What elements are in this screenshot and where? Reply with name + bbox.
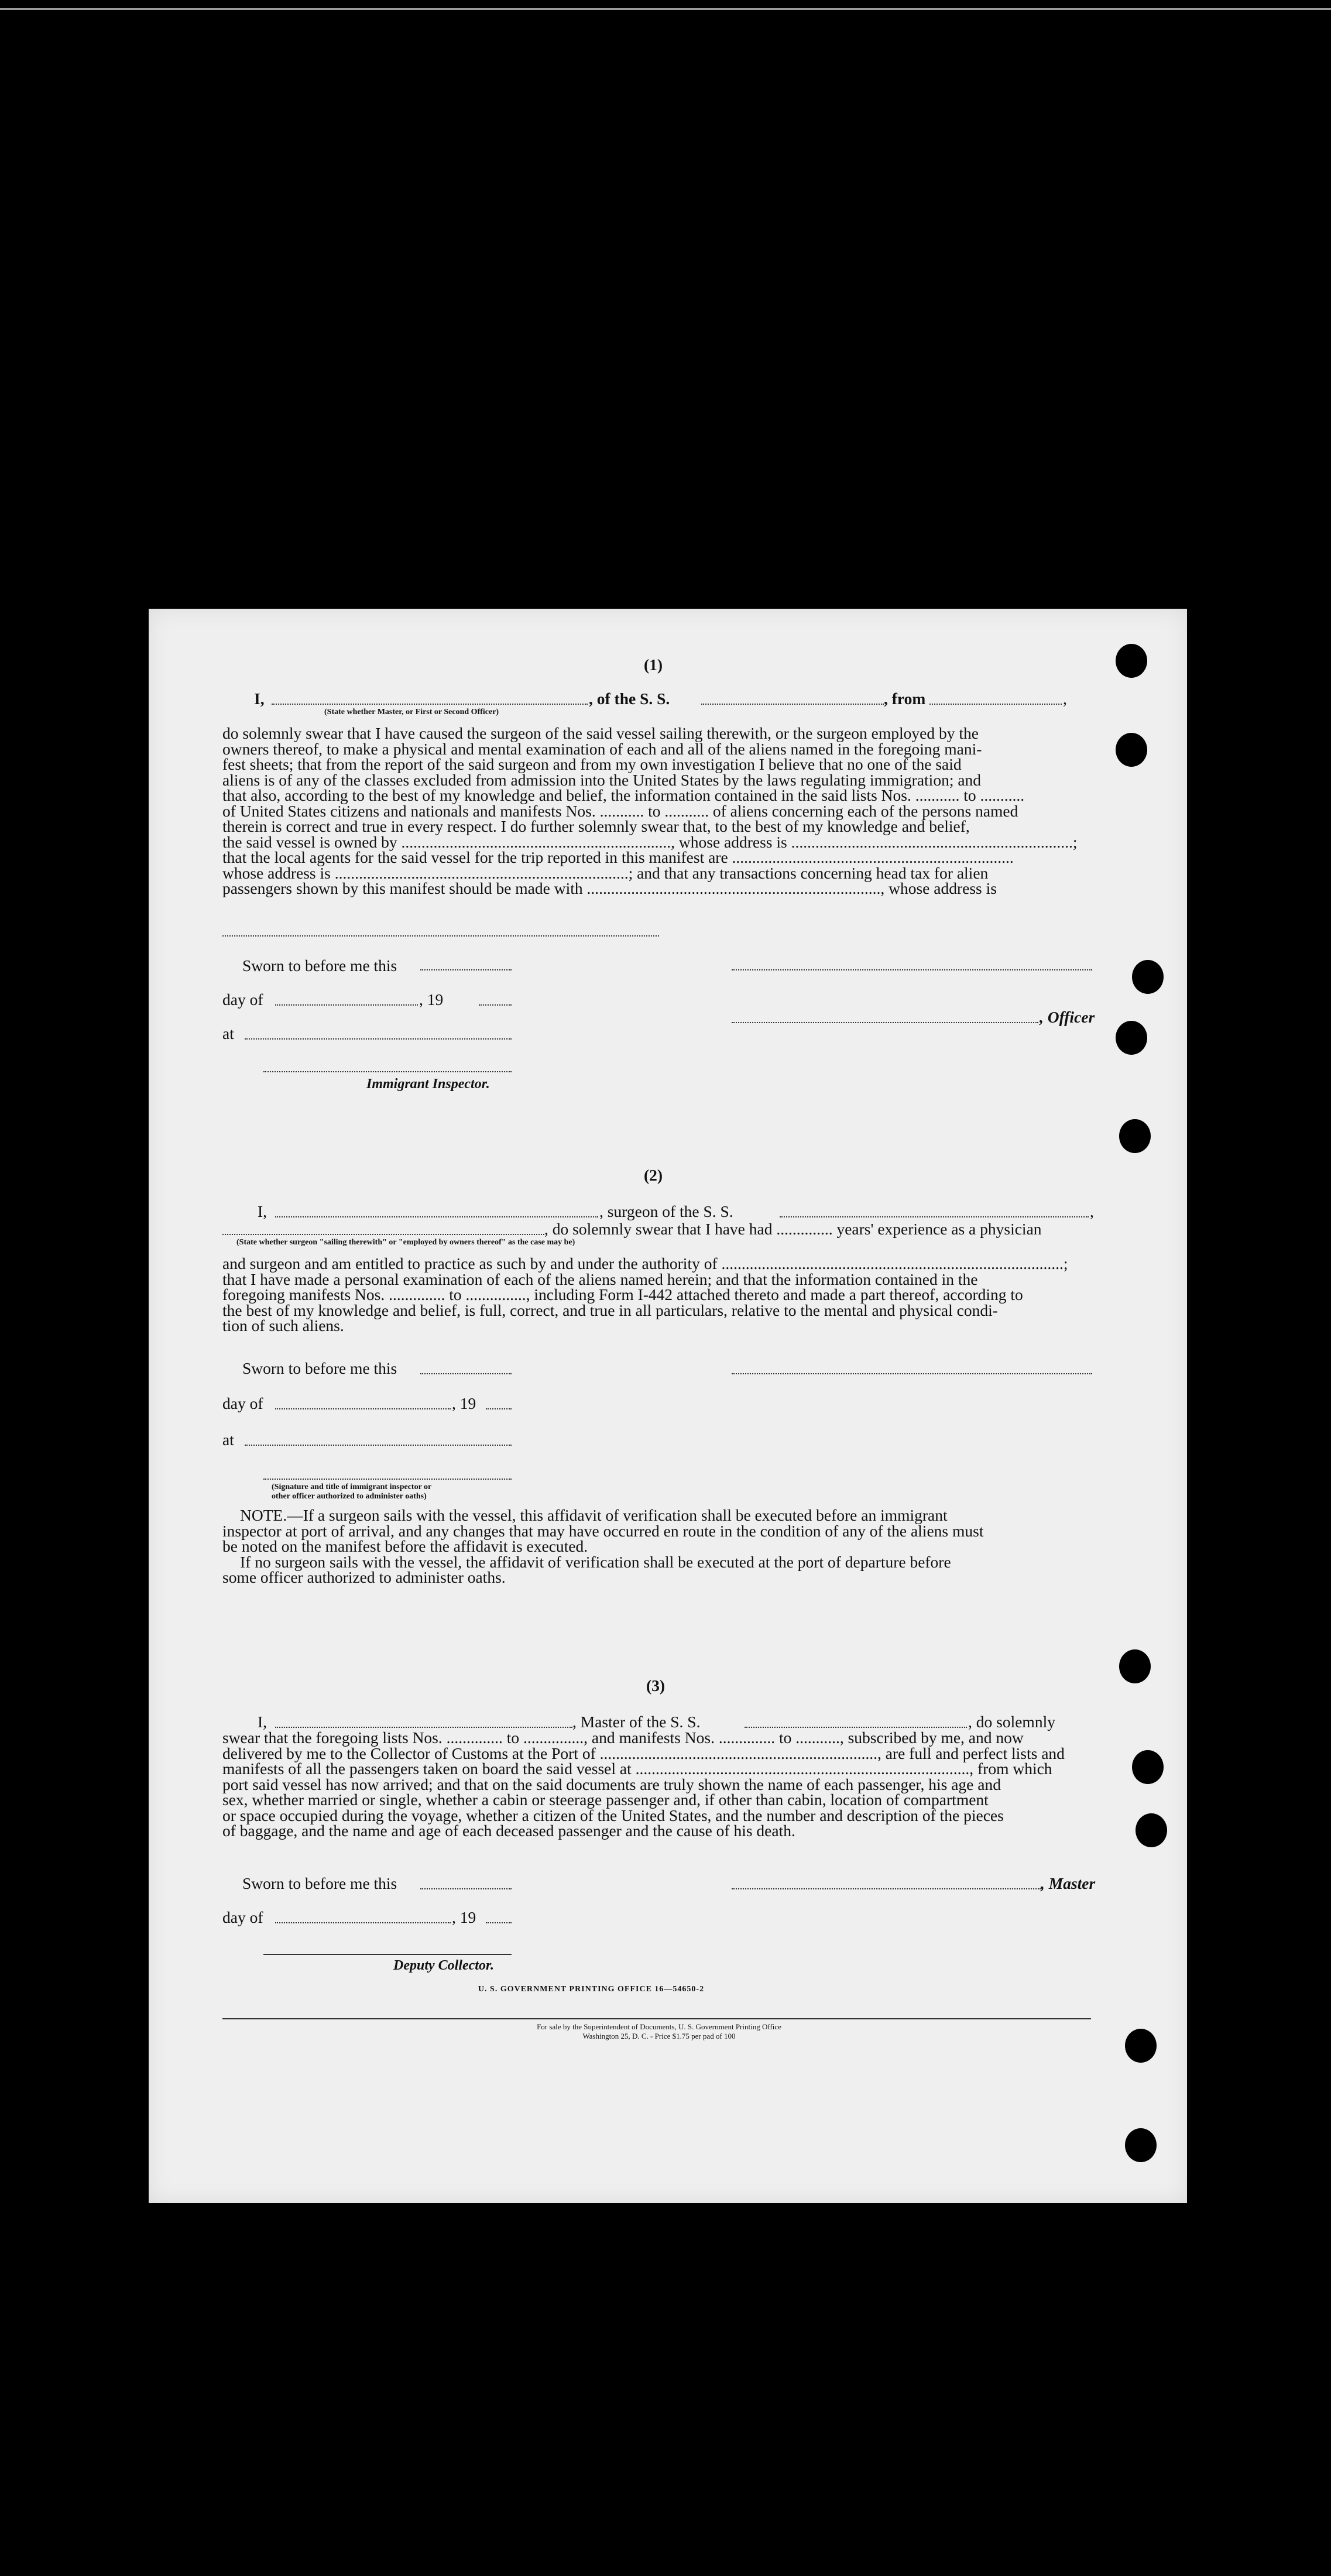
s2-year-label: , 19	[452, 1394, 476, 1412]
s3-day-of-label: day of	[222, 1908, 263, 1926]
text-line: port said vessel has now arrived; and that on the said documents are truly shown the name of each passenger, his age and	[222, 1775, 1001, 1793]
punch-hole	[1125, 2128, 1157, 2162]
s1-at-blank	[245, 1038, 512, 1040]
text-line: therein is correct and true in every respect. I do further solemnly swear that, to the best of my knowledge and belief,	[222, 817, 970, 835]
text-line: tion of such aliens.	[222, 1316, 344, 1335]
s2-surgeon-name-blank	[275, 1216, 598, 1217]
s2-day-of-label: day of	[222, 1394, 263, 1412]
s3-solemnly-label: , do solemnly	[968, 1713, 1055, 1731]
scan-top-border	[0, 8, 1331, 10]
s1-officer-note: (State whether Master, or First or Second Officer)	[324, 708, 499, 716]
text-line: be noted on the manifest before the affidavit is executed.	[222, 1537, 588, 1555]
s3-year-label: , 19	[452, 1908, 476, 1926]
text-line: aliens is of any of the classes excluded from admission into the United States by the laws regulating immigration; and	[222, 770, 982, 789]
s3-collector-label: Deputy Collector.	[393, 1958, 494, 1973]
text-line: of United States citizens and nationals and manifests Nos. ........... to ........... of aliens concerning each of the persons named	[222, 801, 1018, 820]
s1-sworn-label: Sworn to before me this	[242, 956, 397, 975]
s3-collector-signature-line	[263, 1954, 512, 1955]
s2-ship-name-blank	[780, 1216, 1089, 1217]
sale-notice-line-2: Washington 25, D. C. - Price $1.75 per pad of 100	[582, 2032, 736, 2040]
s2-experience-line: , do solemnly swear that I have had .............. years' experience as a physician	[544, 1220, 1042, 1238]
text-line: some officer authorized to administer oaths.	[222, 1568, 506, 1586]
text-line: NOTE.—If a surgeon sails with the vessel, this affidavit of verification shall be executed before an immigrant	[240, 1506, 948, 1524]
s2-sworn-blank	[420, 1373, 512, 1374]
s1-from-comma: ,	[1063, 690, 1067, 708]
s2-inspector-signature-line	[263, 1479, 512, 1480]
s2-day-blank	[275, 1408, 451, 1409]
footer-rule	[222, 2018, 1091, 2019]
s1-day-of-label: day of	[222, 990, 263, 1009]
s1-oath-text	[222, 726, 1091, 897]
text-line: inspector at port of arrival, and any changes that may have occurred en route in the condition of any of the aliens must	[222, 1521, 984, 1540]
s3-i-label: I,	[258, 1713, 267, 1731]
s3-day-blank	[275, 1922, 451, 1923]
text-line: the said vessel is owned by ..................................................................., whose address is ......................................................................;	[222, 832, 1078, 851]
punch-hole	[1132, 1750, 1164, 1784]
text-line: swear that the foregoing lists Nos. .............. to ..............., and manifests Nos. .............. to ..........., subscribed by me, and now	[222, 1728, 1024, 1747]
s2-inspector-note-2: other officer authorized to administer oaths)	[272, 1492, 427, 1501]
s3-sworn-blank	[420, 1888, 512, 1889]
s1-signature-blank	[732, 969, 1092, 970]
s1-officer-blank	[732, 1022, 1038, 1023]
text-line: that the local agents for the said vessel for the trip reported in this manifest are ......................................................................	[222, 848, 1014, 866]
text-line: foregoing manifests Nos. .............. to ..............., including Form I-442 attached thereto and made a part thereof, according to	[222, 1285, 1023, 1304]
s1-day-blank	[275, 1004, 418, 1006]
gpo-imprint: U. S. GOVERNMENT PRINTING OFFICE 16—54650-2	[478, 1985, 705, 1994]
s3-sworn-label: Sworn to before me this	[242, 1874, 397, 1892]
text-line: and surgeon and am entitled to practice as such by and under the authority of .....................................................................................;	[222, 1254, 1068, 1272]
text-line: sex, whether married or single, whether a cabin or steerage passenger and, if other than cabin, location of compartment	[222, 1790, 989, 1809]
s1-agent-address-blank	[222, 935, 659, 937]
s2-signature-blank	[732, 1373, 1092, 1374]
text-line: If no surgeon sails with the vessel, the affidavit of verification shall be executed at the port of departure before	[240, 1552, 951, 1571]
punch-hole	[1132, 960, 1164, 994]
s3-year-blank	[486, 1922, 512, 1923]
punch-hole	[1116, 644, 1147, 678]
s3-ship-name-blank	[745, 1727, 967, 1728]
s1-ship-name-blank	[701, 704, 884, 705]
s1-inspector-signature-line	[263, 1071, 512, 1072]
s1-inspector-label: Immigrant Inspector.	[366, 1076, 490, 1092]
s2-oath-text	[222, 1256, 1091, 1334]
s2-status-blank	[222, 1234, 544, 1235]
section-3-heading: (3)	[646, 1676, 666, 1695]
text-line: that also, according to the best of my knowledge and belief, the information contained in the said lists Nos. ........... to ...........	[222, 786, 1025, 804]
s3-master-label: , Master of the S. S.	[572, 1713, 701, 1731]
s2-surgeon-label: , surgeon of the S. S.	[599, 1202, 733, 1220]
text-line: fest sheets; that from the report of the said surgeon and from my own investigation I believe that no one of the said	[222, 755, 962, 773]
text-line: do solemnly swear that I have caused the surgeon of the said vessel sailing therewith, or the surgeon employed by the	[222, 724, 979, 742]
s2-surgeon-note: (State whether surgeon "sailing therewith" or "employed by owners thereof" as the case may be)	[236, 1238, 575, 1247]
s3-master-signature-blank	[732, 1888, 1041, 1889]
sale-notice-line-1: For sale by the Superintendent of Documents, U. S. Government Printing Office	[537, 2022, 781, 2031]
s2-at-blank	[245, 1445, 512, 1446]
s1-of-ss-label: , of the S. S.	[589, 690, 670, 708]
manifest-back-page	[149, 609, 1187, 2203]
s2-sworn-label: Sworn to before me this	[242, 1359, 397, 1377]
text-line: owners thereof, to make a physical and mental examination of each and all of the aliens named in the foregoing mani-	[222, 739, 982, 758]
text-line: passengers shown by this manifest should be made with ........................................................................., whose address is	[222, 879, 997, 897]
s2-note-text	[222, 1508, 1091, 1586]
s1-from-label: , from	[884, 690, 926, 708]
text-line: delivered by me to the Collector of Customs at the Port of ....................................................................., are full and perfect lists and	[222, 1744, 1065, 1762]
s1-officer-name-blank	[272, 704, 588, 705]
s1-officer-label: , Officer	[1040, 1008, 1095, 1026]
s2-inspector-note-1: (Signature and title of immigrant inspector or	[272, 1483, 432, 1491]
punch-hole	[1136, 1813, 1167, 1847]
s3-master-name-blank	[275, 1727, 572, 1728]
text-line: or space occupied during the voyage, whether a citizen of the United States, and the number and description of the pieces	[222, 1806, 1004, 1824]
s3-oath-text	[222, 1730, 1091, 1839]
s2-i-label: I,	[258, 1202, 267, 1220]
section-2-heading: (2)	[643, 1166, 663, 1184]
punch-hole	[1116, 1021, 1147, 1055]
s2-year-blank	[486, 1408, 512, 1409]
s2-comma: ,	[1090, 1202, 1094, 1220]
s1-at-label: at	[222, 1024, 234, 1042]
s1-year-blank	[479, 1004, 512, 1006]
punch-hole	[1116, 733, 1147, 767]
punch-hole	[1119, 1119, 1151, 1153]
s1-from-port-blank	[929, 704, 1062, 705]
s3-master-sig-label: , Master	[1041, 1874, 1096, 1892]
s1-i-label: I,	[254, 690, 265, 708]
text-line: whose address is .........................................................................; and that any transactions concerning head tax for alien	[222, 863, 989, 882]
s1-sworn-blank	[420, 969, 512, 970]
punch-hole	[1125, 2029, 1157, 2063]
s2-at-label: at	[222, 1431, 234, 1449]
text-line: of baggage, and the name and age of each deceased passenger and the cause of his death.	[222, 1822, 795, 1840]
text-line: that I have made a personal examination of each of the aliens named herein; and that the information contained in the	[222, 1270, 978, 1288]
text-line: manifests of all the passengers taken on board the said vessel at ..................................................................................., from which	[222, 1759, 1052, 1778]
s1-year-label: , 19	[419, 990, 444, 1009]
text-line: the best of my knowledge and belief, is full, correct, and true in all particulars, relative to the mental and physical condi-	[222, 1301, 998, 1319]
section-1-heading: (1)	[643, 656, 663, 674]
punch-hole	[1119, 1649, 1151, 1683]
